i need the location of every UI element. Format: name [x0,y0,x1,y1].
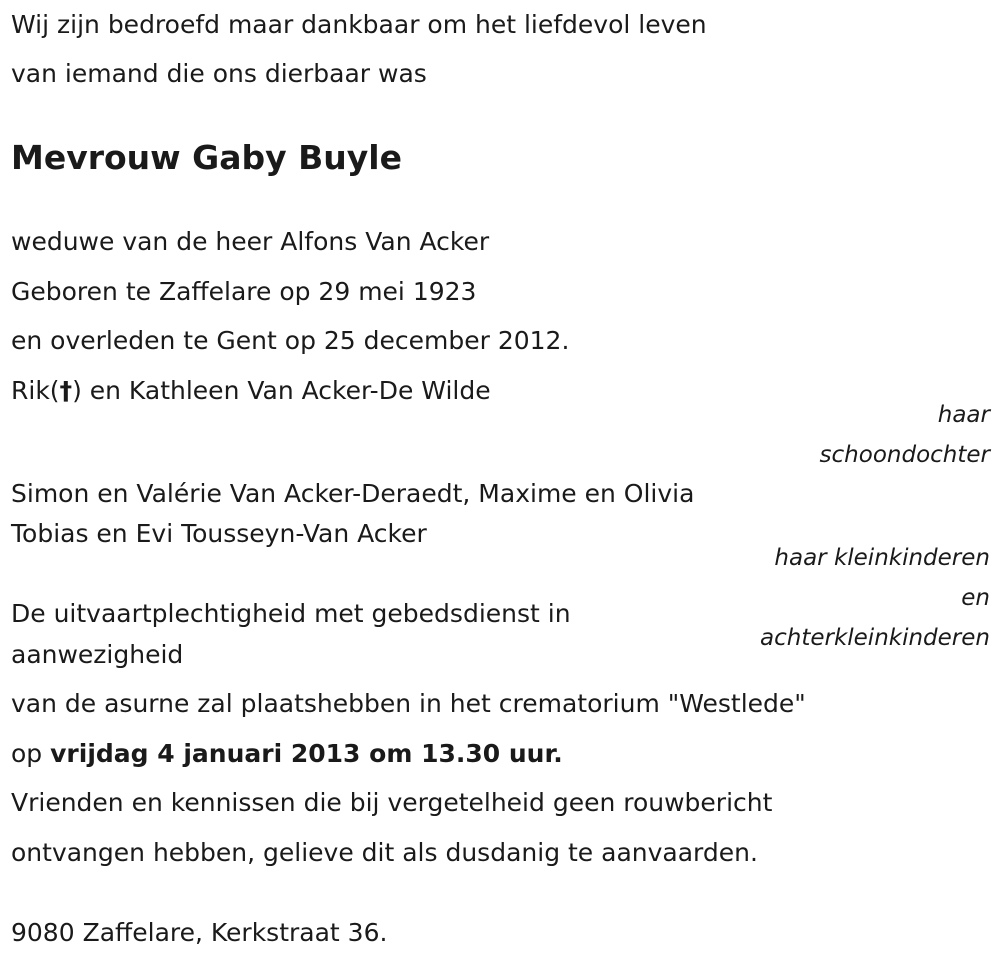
grandchildren-line-2: Tobias en Evi Tousseyn-Van Acker [11,519,427,548]
role-schoondochter: schoondochter [819,442,990,468]
grandchildren-line-1: Simon en Valérie Van Acker-Deraedt, Maxime en Olivia [11,479,695,508]
ceremony-date-bold: vrijdag 4 januari 2013 om 13.30 uur. [50,739,563,768]
role-kleinkinderen: haar kleinkinderen [774,545,990,571]
address: 9080 Zaffelare, Kerkstraat 36. [11,918,388,947]
opening-line-2: van iemand die ons dierbaar was [11,59,427,88]
role-achterkleinkinderen: achterkleinkinderen [760,625,990,651]
closing-line-1: Vrienden en kennissen die bij vergetelheid geen rouwbericht [11,788,773,817]
ceremony-line-3: van de asurne zal plaatshebben in het crematorium "Westlede" [11,689,806,718]
son-line [11,376,491,406]
death-line: en overleden te Gent op 25 december 2012. [11,326,570,355]
ceremony-line-2: aanwezigheid [11,640,184,669]
ceremony-line-1: De uitvaartplechtigheid met gebedsdienst in [11,599,571,628]
role-haar: haar [937,402,990,428]
birth-line: Geboren te Zaffelare op 29 mei 1923 [11,277,477,306]
son-name-end: ) en Kathleen Van Acker-De Wilde [72,376,491,405]
opening-line-1: Wij zijn bedroefd maar dankbaar om het liefdevol leven [11,10,707,39]
ceremony-date [11,739,563,769]
cross-icon: † [59,376,73,405]
son-name-start: Rik( [11,376,60,405]
spouse-line: weduwe van de heer Alfons Van Acker [11,227,490,256]
deceased-name: Mevrouw Gaby Buyle [11,138,402,177]
role-en: en [961,585,990,611]
ceremony-date-prefix: op [11,739,51,768]
closing-line-2: ontvangen hebben, gelieve dit als dusdanig te aanvaarden. [11,838,758,867]
